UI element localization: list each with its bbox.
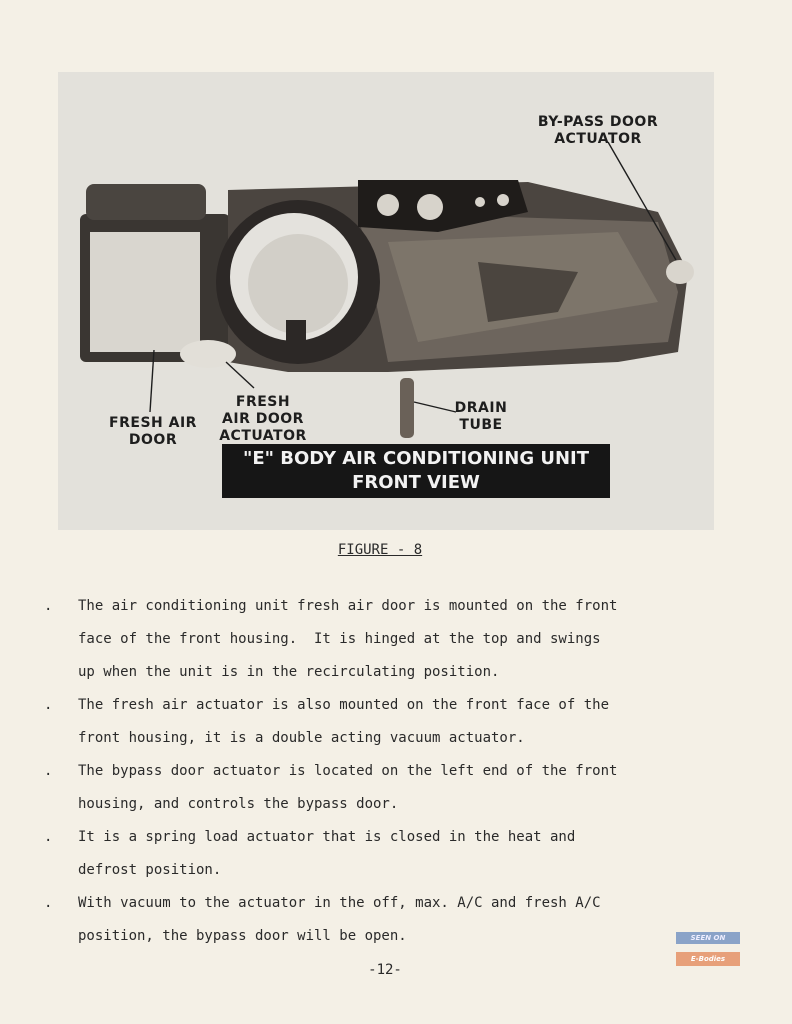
page-number: -12- xyxy=(368,962,402,978)
list-item xyxy=(42,590,742,689)
bullet-text: With vacuum to the actuator in the off, max. A/C and fresh A/C position, the bypass door will be open. xyxy=(78,895,601,944)
drain-tube-label: DRAIN TUBE xyxy=(454,400,508,433)
figure-title: FIGURE - 8 xyxy=(337,542,423,558)
bullet-text: It is a spring load actuator that is closed in the heat and defrost position. xyxy=(78,829,576,878)
bullet-marker: . xyxy=(44,829,53,845)
stamp-line-1: SEEN ON xyxy=(676,932,740,944)
fresh-air-door-label: FRESH AIR DOOR xyxy=(109,415,197,448)
list-item xyxy=(42,821,742,887)
bullet-marker: . xyxy=(44,598,53,614)
list-item xyxy=(42,887,742,953)
bullet-text: The bypass door actuator is located on the left end of the front housing, and controls the bypass door. xyxy=(78,763,618,812)
bullet-text: The fresh air actuator is also mounted on the front face of the front housing, it is a double acting vacuum actuator. xyxy=(78,697,610,746)
caption-line-1: "E" BODY AIR CONDITIONING UNIT xyxy=(242,448,590,469)
figure-caption-box xyxy=(222,444,610,498)
list-item xyxy=(42,689,742,755)
bullet-marker: . xyxy=(44,763,53,779)
caption-line-2: FRONT VIEW xyxy=(352,472,480,493)
bullet-marker: . xyxy=(44,895,53,911)
list-item xyxy=(42,755,742,821)
bullet-marker: . xyxy=(44,697,53,713)
fresh-air-door-actuator-label: FRESH AIR DOOR ACTUATOR xyxy=(219,394,307,444)
bullet-list xyxy=(42,590,742,953)
ac-unit-photo xyxy=(58,72,714,530)
bypass-door-actuator-label: BY-PASS DOOR ACTUATOR xyxy=(537,114,659,147)
bullet-text: The air conditioning unit fresh air door is mounted on the front face of the front housing. It is hinged at the top and swings up when the unit is in the recirculating position. xyxy=(78,598,618,680)
stamp-line-2: E-Bodies xyxy=(676,952,740,966)
